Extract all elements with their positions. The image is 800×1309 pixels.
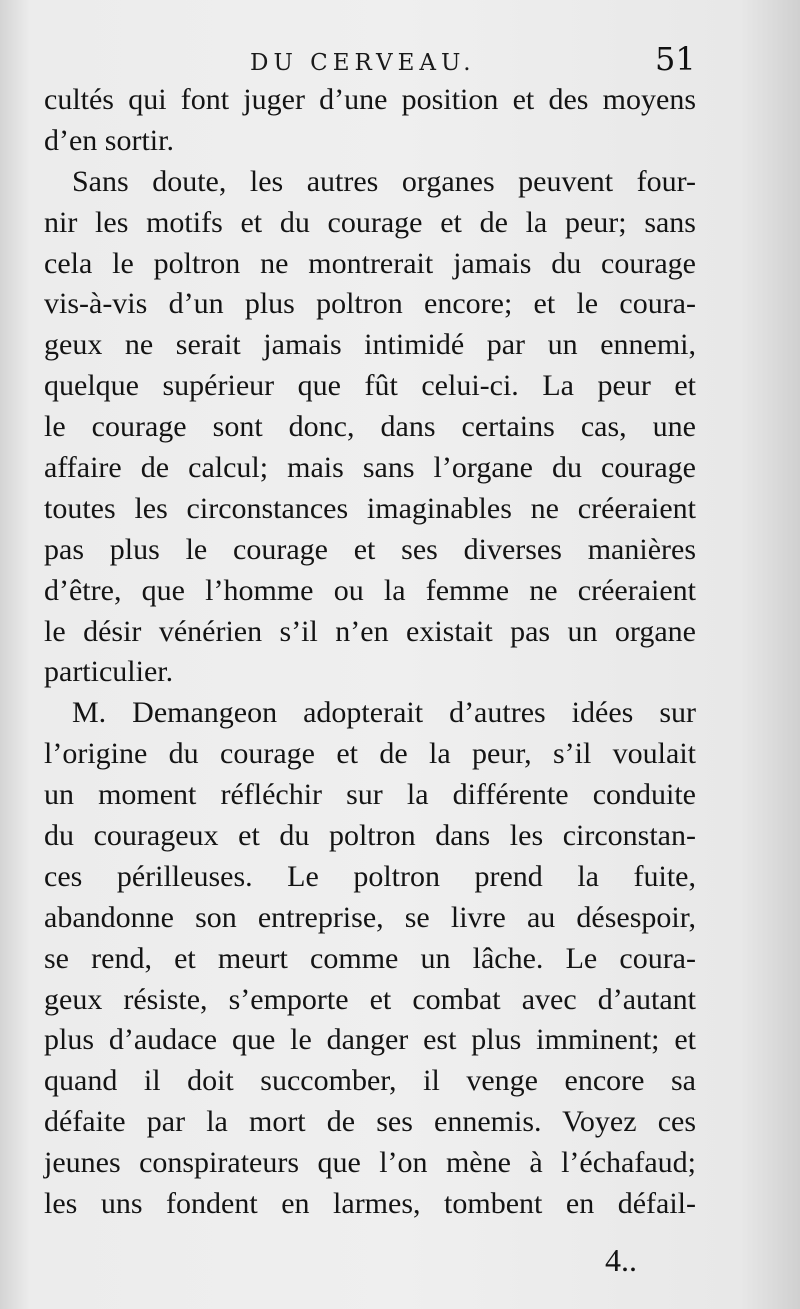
text-line: vis-à-vis d’un plus poltron encore; et le coura- (44, 287, 696, 321)
text-line: le désir vénérien s’il n’en existait pas un organe (44, 614, 696, 648)
text-line: le courage sont donc, dans certains cas, une (44, 410, 696, 444)
text-line: cultés qui font juger d’une position et des moyens (44, 83, 696, 116)
text-line: ces périlleuses. Le poltron prend la fuite, (44, 859, 696, 893)
text-line: se rend, et meurt comme un lâche. Le coura- (44, 941, 696, 975)
text-line: nir les motifs et du courage et de la peur; sans (44, 205, 696, 239)
text-line: plus d’audace que le danger est plus imminent; et (44, 1023, 696, 1057)
text-line: pas plus le courage et ses diverses manières (44, 532, 696, 566)
text-line: l’origine du courage et de la peur, s’il voulait (44, 737, 696, 771)
text-line: du courageux et du poltron dans les circonstan- (44, 819, 696, 853)
running-head: DU CERVEAU. (250, 50, 476, 76)
text-line: geux ne serait jamais intimidé par un ennemi, (44, 328, 696, 362)
signature-mark: 4.. (605, 1242, 637, 1278)
text-line: geux résiste, s’emporte et combat avec d’autant (44, 982, 696, 1016)
text-line: cela le poltron ne montrerait jamais du courage (44, 246, 696, 280)
text-line: les uns fondent en larmes, tombent en défail- (44, 1187, 696, 1221)
text-line: quand il doit succomber, il venge encore sa (44, 1064, 696, 1098)
text-line: M. Demangeon adopterait d’autres idées sur (72, 696, 696, 730)
text-line: d’en sortir. (44, 123, 174, 157)
text-line: défaite par la mort de ses ennemis. Voyez ces (44, 1105, 696, 1139)
text-line: abandonne son entreprise, se livre au désespoir, (44, 900, 696, 934)
text-line: affaire de calcul; mais sans l’organe du courage (44, 451, 696, 485)
page-number: 51 (655, 40, 696, 78)
text-line: un moment réfléchir sur la différente conduite (44, 778, 696, 812)
body-text (44, 80, 696, 1225)
text-line: jeunes conspirateurs que l’on mène à l’échafaud; (44, 1146, 696, 1180)
text-line: toutes les circonstances imaginables ne créeraient (44, 491, 696, 525)
text-line: d’être, que l’homme ou la femme ne créeraient (44, 573, 696, 607)
text-line: particulier. (44, 655, 174, 689)
text-line: Sans doute, les autres organes peuvent four- (72, 164, 696, 198)
text-line: quelque supérieur que fût celui-ci. La peur et (44, 369, 696, 403)
